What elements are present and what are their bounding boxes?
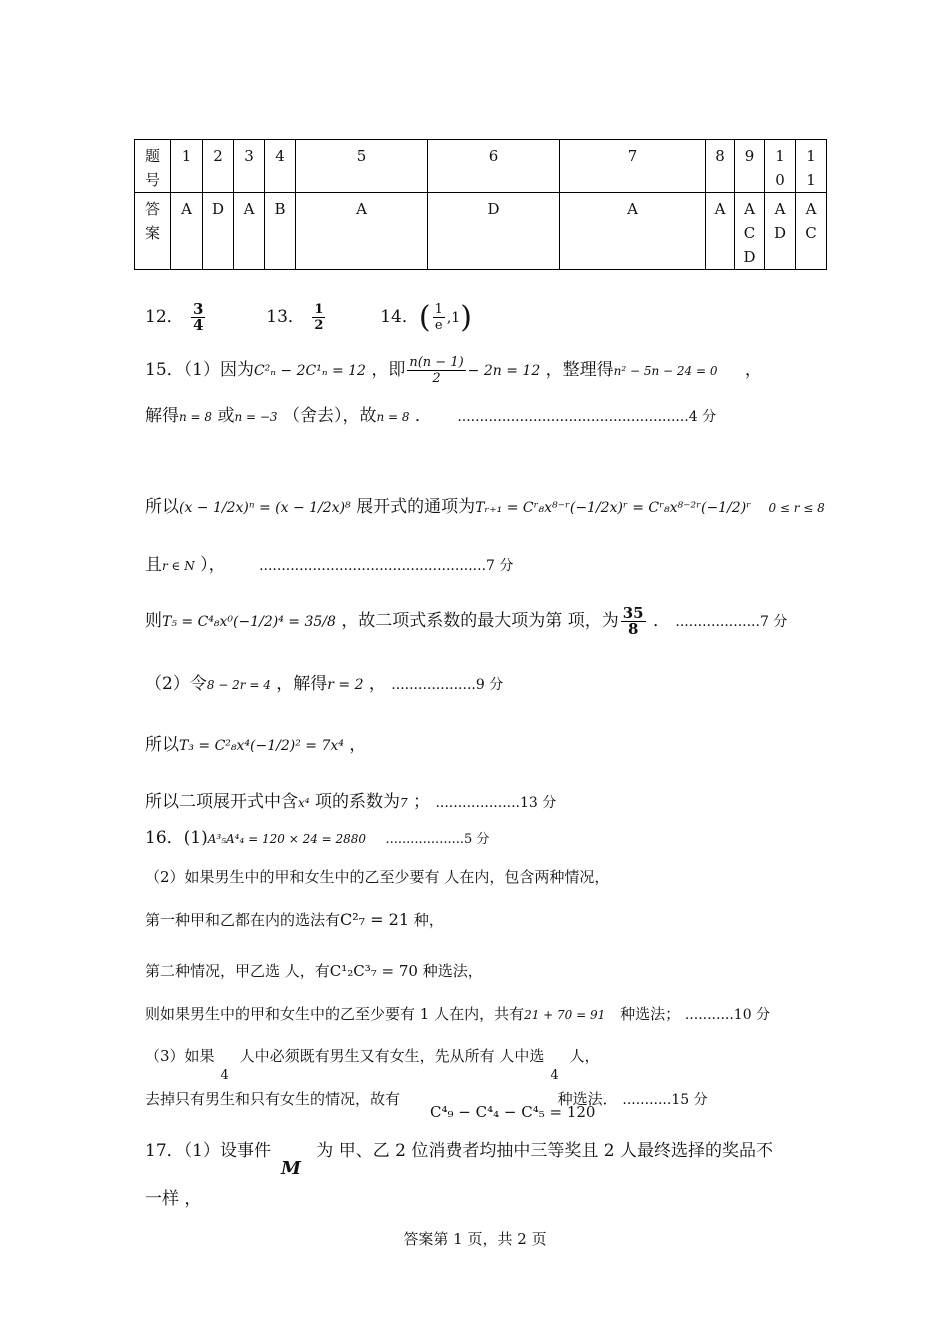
answer-row xyxy=(135,193,827,270)
q16-line6: （3）如果4 人中必须既有男生又有女生，先从所有 人中选4 人， xyxy=(145,1047,600,1083)
answer-cell: A xyxy=(706,193,735,270)
question-number-cell: 5 xyxy=(296,140,428,193)
q12-q14-line: 12． $\frac{3}{4}$ 13． $\frac{1}{2}$ 14．( $\frac{1}{e}$ ,1) xyxy=(145,300,472,335)
q12-label: 12． xyxy=(145,307,184,327)
q15-line3: 所以(x − 1/2x)ⁿ = (x − 1/2x)⁸ 展开式的通项为Tᵣ₊₁ = Cʳ₈x⁸⁻ʳ(−1/2x)ʳ = Cʳ₈x⁸⁻²ʳ(−1/2)ʳ 0 ≤ r ≤ 8 xyxy=(145,497,825,517)
q16-line3: 第一种甲和乙都在内的选法有C²₇ = 21 种， xyxy=(145,910,444,929)
q17-line1: 17．（1）设事件M 为 甲、乙 2 位消费者均抽中三等奖且 2 人最终选择的奖品不 xyxy=(145,1141,773,1179)
answer-cell: A C xyxy=(796,193,827,270)
q15-line7: 所以T₃ = C²₈x⁴(−1/2)² = 7x⁴ ， xyxy=(145,735,367,755)
q16-line7: 去掉只有男生和只有女生的情况，故有 种选法． ...........15 分 xyxy=(145,1090,708,1108)
q16-line4: 第二种情况，甲乙选 人，有C¹₂C³₇ = 70 种选法， xyxy=(145,962,483,980)
q14-label: 14． xyxy=(380,307,419,327)
question-number-cell: 题 号 xyxy=(135,140,171,193)
answer-cell: B xyxy=(265,193,296,270)
q13-fraction: $\frac{1}{2}$ xyxy=(314,302,324,333)
q16-line2: （2）如果男生中的甲和女生中的乙至少要有 人在内，包含两种情况， xyxy=(145,868,610,886)
q15-line4: 且r ∈ N ）， ...................................................7 分 xyxy=(145,555,514,575)
q16-line1: 16．(1)A³₅A⁴₄ = 120 × 24 = 2880 ...................5 分 xyxy=(145,828,490,848)
answer-cell: D xyxy=(428,193,560,270)
question-number-cell: 3 xyxy=(234,140,265,193)
question-number-cell: 6 xyxy=(428,140,560,193)
question-number-cell: 4 xyxy=(265,140,296,193)
answer-cell: A D xyxy=(765,193,796,270)
q15-line2: 解得n = 8 或n = −3 （舍去），故n = 8 ． ....................................................4 分 xyxy=(145,406,717,426)
question-number-cell: 2 xyxy=(203,140,234,193)
answer-cell: A C D xyxy=(735,193,765,270)
answer-cell: A xyxy=(171,193,203,270)
answer-cell: A xyxy=(560,193,706,270)
q17-line2: 一样 ， xyxy=(145,1189,202,1209)
q12-fraction: $\frac{3}{4}$ xyxy=(193,300,204,334)
question-number-cell: 8 xyxy=(706,140,735,193)
q14-fraction: $\frac{1}{e}$ xyxy=(434,302,443,333)
question-number-cell: 1 xyxy=(171,140,203,193)
question-number-cell: 1 0 xyxy=(765,140,796,193)
answer-table xyxy=(134,139,827,270)
q15-line8: 所以二项展开式中含x⁴ 项的系数为7 ； ...................13 分 xyxy=(145,792,557,812)
q15-line6: （2）令8 − 2r = 4 ，解得r = 2 ， ...................9 分 xyxy=(145,674,504,694)
q15-line5: 则T₅ = C⁴₈x⁰(−1/2)⁴ = 35/8 ，故二项式系数的最大项为第 项，为 $\frac{35}{8}$ ． ...................7 分 xyxy=(145,604,788,638)
answer-cell: A xyxy=(234,193,265,270)
question-number-cell: 9 xyxy=(735,140,765,193)
page-footer: 答案第 1 页，共 2 页 xyxy=(403,1230,547,1248)
q13-label: 13． xyxy=(266,307,305,327)
q15-line1: 15．（1）因为C²ₙ − 2C¹ₙ = 12 ，即 $\frac{n(n - 1)}{2}$ − 2n = 12 ，整理得n² − 5n − 24 = 0 ， xyxy=(145,355,762,386)
question-number-cell: 1 1 xyxy=(796,140,827,193)
answer-cell: D xyxy=(203,193,234,270)
answer-cell: 答 案 xyxy=(135,193,171,270)
answer-cell: A xyxy=(296,193,428,270)
question-number-cell: 7 xyxy=(560,140,706,193)
question-number-row xyxy=(135,140,827,193)
q16-line5: 则如果男生中的甲和女生中的乙至少要有 1 人在内，共有21 + 70 = 91 种选法； ...........10 分 xyxy=(145,1005,771,1023)
q16-line7-formula: C⁴₉ − C⁴₄ − C⁴₅ = 120 xyxy=(430,1103,596,1121)
